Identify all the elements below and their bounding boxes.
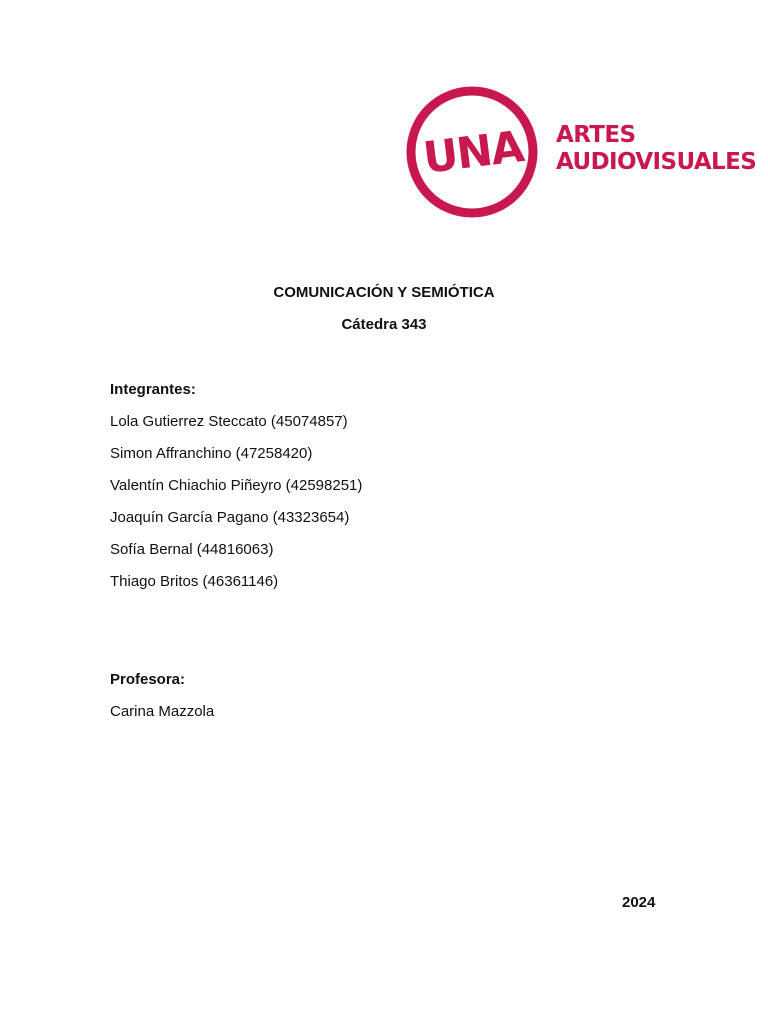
member-item: Sofía Bernal (44816063) [110,541,274,558]
member-item: Joaquín García Pagano (43323654) [110,509,350,526]
members-label: Integrantes: [110,381,196,398]
logo-line-audiovisuales: AUDIOVISUALES [556,149,757,175]
professor-section [110,664,214,728]
catedra-title: Cátedra 343 [341,316,427,333]
members-section [110,374,362,598]
una-logo-letters: UNA [420,121,526,184]
una-logo-mark [404,84,540,220]
logo-wordmark [556,122,756,176]
logo-line-artes: ARTES [556,122,636,148]
member-item: Valentín Chiachio Piñeyro (42598251) [110,477,363,494]
una-logo [404,84,756,220]
year-label: 2024 [622,894,656,911]
member-item: Lola Gutierrez Steccato (45074857) [110,413,348,430]
professor-label: Profesora: [110,671,186,688]
professor-name: Carina Mazzola [110,703,215,720]
member-item: Thiago Britos (46361146) [110,573,279,590]
subject-title: COMUNICACIÓN Y SEMIÓTICA [273,284,495,301]
member-item: Simon Affranchino (47258420) [110,445,313,462]
